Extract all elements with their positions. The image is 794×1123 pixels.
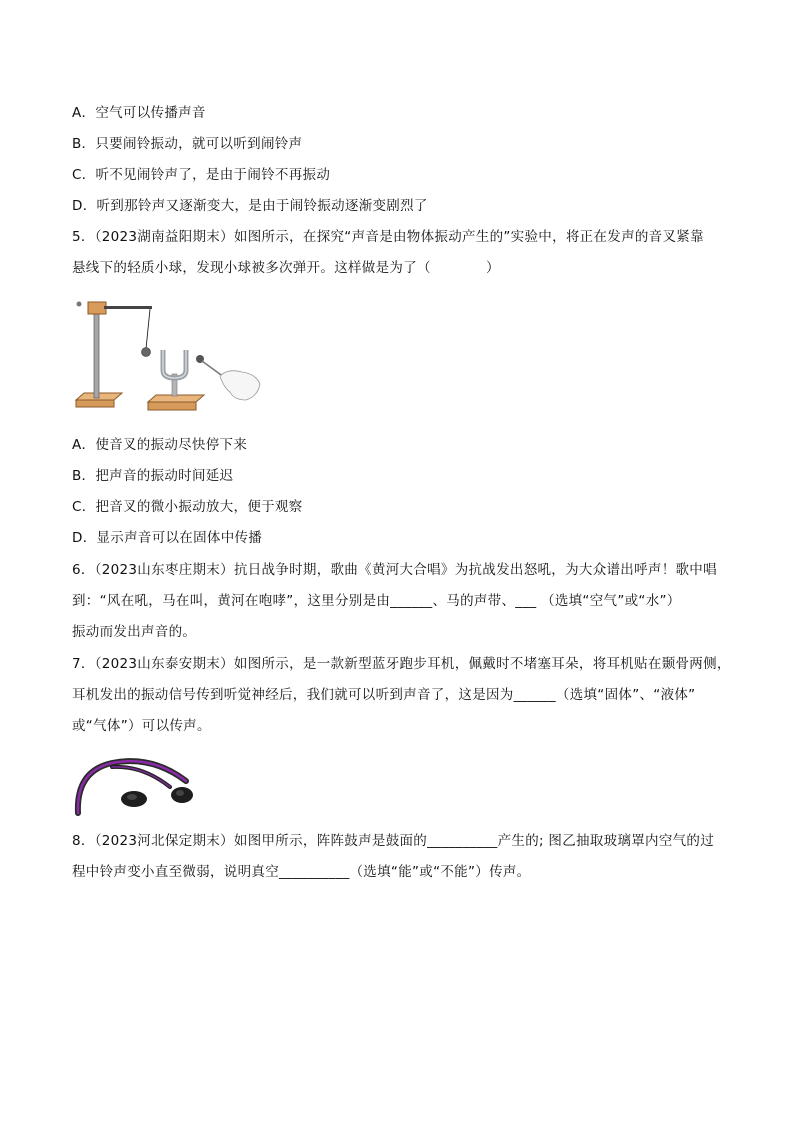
option-d: D．听到那铃声又逐渐变大，是由于闹铃振动逐渐变剧烈了: [72, 198, 428, 214]
question-6-line-1: 6．（2023山东枣庄期末）抗日战争时期，歌曲《黄河大合唱》为抗战发出怒吼，为大众谱出呼声！歌中唱: [72, 562, 717, 578]
question-8-line-2: 程中铃声变小直至微弱，说明真空__________（选填“能”或“不能”）传声。: [72, 864, 531, 880]
question-7-line-3: 或“气体”）可以传声。: [72, 718, 211, 734]
question-8-line-1: 8．（2023河北保定期末）如图甲所示，阵阵鼓声是鼓面的__________产生的; 图乙抽取玻璃罩内空气的过: [72, 833, 715, 849]
question-5-option-a: A．使音叉的振动尽快停下来: [72, 437, 248, 453]
option-b: B．只要闹铃振动，就可以听到闹铃声: [72, 136, 303, 152]
question-7-line-2: 耳机发出的振动信号传到听觉神经后，我们就可以听到声音了，这是因为______（选填“固体”、“液体”: [72, 687, 696, 703]
tuning-fork-pendulum-figure: [70, 292, 265, 418]
question-5-option-c: C．把音叉的微小振动放大，便于观察: [72, 499, 303, 515]
option-c: C．听不见闹铃声了，是由于闹铃不再振动: [72, 167, 331, 183]
question-5-option-d: D．显示声音可以在固体中传播: [72, 530, 263, 546]
question-6-line-3: 振动而发出声音的。: [72, 624, 197, 640]
question-5-line-1: 5．（2023湖南益阳期末）如图所示，在探究“声音是由物体振动产生的”实验中，将正在发声的音叉紧靠: [72, 229, 704, 245]
bluetooth-headphones-figure: [72, 741, 202, 821]
question-5-line-2: 悬线下的轻质小球，发现小球被多次弹开。这样做是为了（ ）: [72, 260, 500, 276]
question-7-line-1: 7．（2023山东泰安期末）如图所示，是一款新型蓝牙跑步耳机，佩戴时不堵塞耳朵，将耳机贴在颞骨两侧，: [72, 656, 731, 672]
option-a: A．空气可以传播声音: [72, 105, 206, 121]
question-6-line-2: 到：“风在吼，马在叫，黄河在咆哮”，这里分别是由______、马的声带、___ （选填“空气”或“水”）: [72, 593, 681, 609]
question-5-option-b: B．把声音的振动时间延迟: [72, 468, 234, 484]
